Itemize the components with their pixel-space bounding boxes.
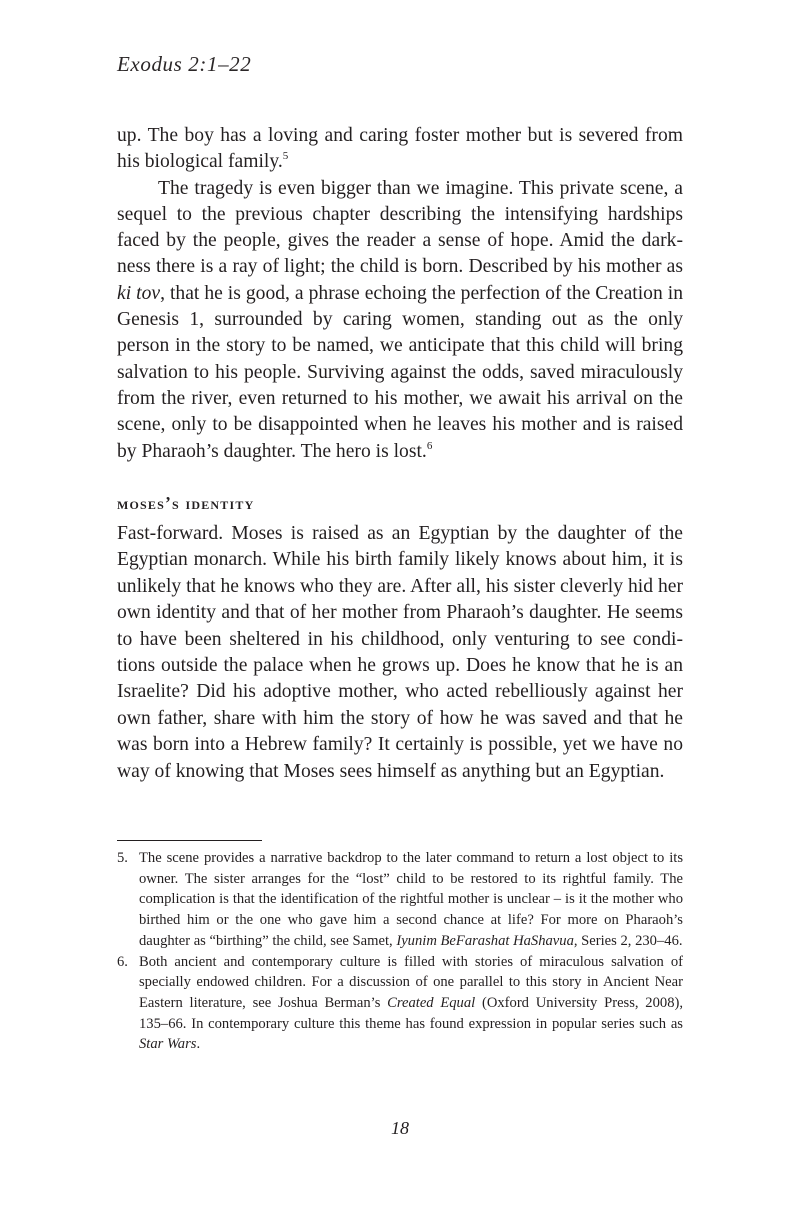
paragraph-2-italic-term: ki tov: [117, 282, 161, 304]
paragraph-2: [117, 176, 683, 465]
paragraph-2-text-start: The tragedy is even bigger than we imagine. This private scene, a sequel to the previous chapter describing the intensifying hardships faced by the people, gives the reader a sense of hope. Amid the darkness there is a ray of light; the child is born. Described by his mother as: [117, 177, 683, 278]
footnote-5-text-end: , Series 2, 230–46.: [573, 932, 683, 949]
footnote-5-text-start: The scene provides a narrative backdrop to the later command to return a lost object to its owner. The sister arranges for the “lost” child to be restored to its rightful family. The complication is that the identification of the rightful mother is unclear – is it the mother who birthed him or the one who gave him a second chance at life? For more on Pharaoh’s daughter as “birthing” the child, see Samet,: [139, 850, 683, 949]
body-text: [117, 123, 683, 465]
section-paragraph: Fast-forward. Moses is raised as an Egyptian by the daughter of the Egyptian monarch. While his birth family likely knows about him, it is unlikely that he knows who they are. After all, his sister cleverly hid her own identity and that of her mother from Pharaoh’s daughter. He seems to have been sheltered in his childhood, only venturing to see conditions outside the palace when he grows up. Does he know that he is an Israelite? Did his adoptive mother, who acted rebelliously against her own father, share with him the story of how he was saved and that he was born into a Hebrew family? It certainly is possible, yet we have no way of knowing that Moses sees himself as anything but an Egyptian.: [117, 523, 683, 782]
footnote-number: 6.: [117, 953, 128, 970]
footnote-6-text-end: .: [196, 1036, 201, 1053]
footnote-ref-5[interactable]: 5: [282, 150, 289, 163]
footnote-5-italic-title: Iyunim BeFarashat HaShavua: [396, 932, 574, 949]
footnote-ref-6[interactable]: 6: [426, 439, 433, 452]
footnote-6-italic-title: Created Equal: [387, 994, 476, 1011]
footnote-6: [117, 952, 683, 1056]
section-body: [117, 521, 683, 785]
footnote-6-italic-series: Star Wars: [139, 1036, 197, 1053]
footnote-6-text-start: Both ancient and contemporary culture is filled with stories of miraculous salvation of specially endowed children. For a discussion of one parallel to this story in Ancient Near Eastern literature, see Joshua Berman’s: [139, 953, 683, 1011]
paragraph-1: [117, 123, 683, 176]
page-number: 18: [391, 1118, 409, 1138]
footnote-divider: [117, 840, 262, 841]
paragraph-2-text-end: , that he is good, a phrase echoing the perfection of the Creation in Genesis 1, surrounded by caring women, standing out as the only person in the story to be named, we anticipate that this child will bring salvation to his people. Surviving against the odds, saved miraculously from the river, even returned to his mother, we await his arrival on the scene, only to be disappointed when he leaves his mother and is raised by Pharaoh’s daughter. The hero is lost.: [117, 282, 683, 462]
section-heading: moses’s identity: [117, 493, 255, 513]
paragraph-1-text: up. The boy has a loving and caring foster mother but is severed from his biological family.: [117, 125, 683, 173]
running-head: Exodus 2:1–22: [117, 52, 252, 76]
footnote-number: 5.: [117, 850, 128, 866]
footnotes: [117, 848, 683, 1055]
footnote-6-text-middle: (Oxford University Press, 2008), 135–66. In contemporary culture this theme has found expression in popular series such as: [139, 994, 684, 1032]
footnote-5: [117, 848, 683, 952]
